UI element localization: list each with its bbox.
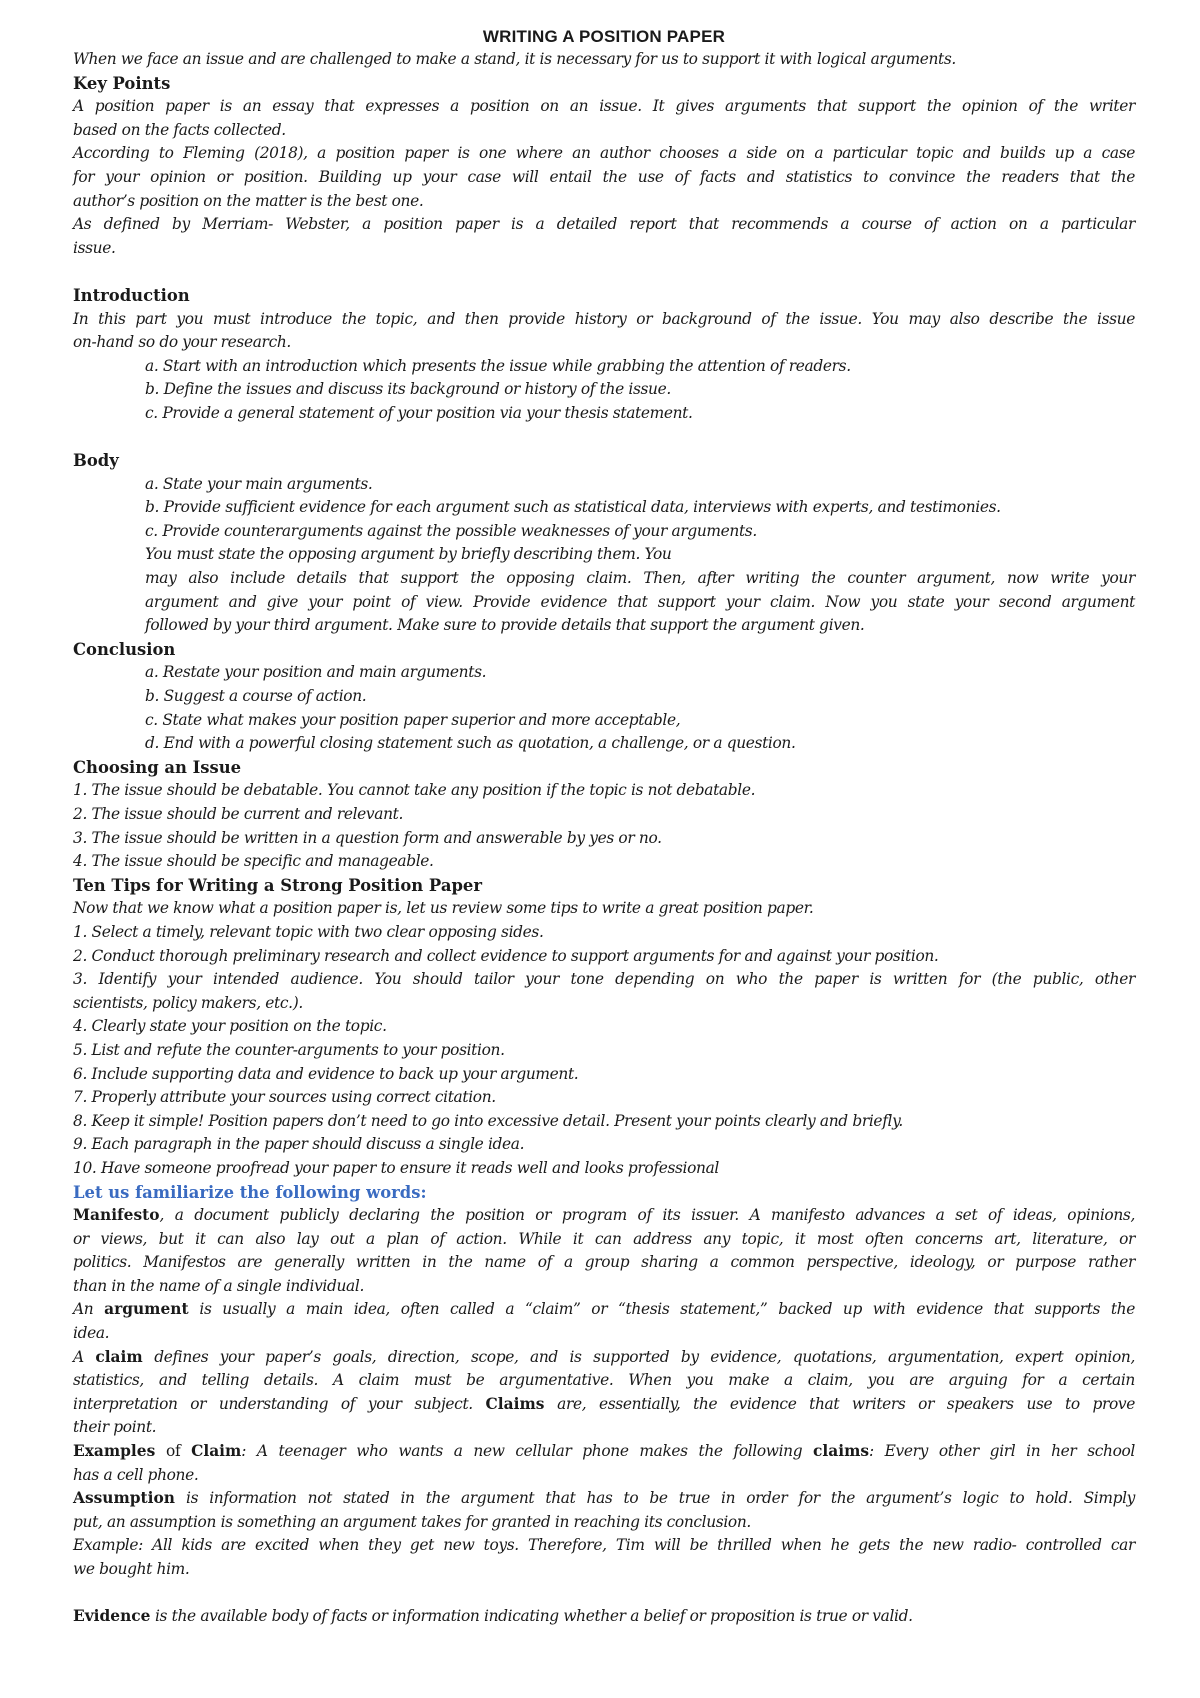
conclusion-item: c. State what makes your position paper superior and more acceptable, bbox=[145, 710, 681, 729]
definition-line: has a cell phone. bbox=[73, 1465, 199, 1484]
definition-text: : A teenager who wants a new cellular phone makes the following bbox=[241, 1442, 814, 1461]
definition-text: is information not stated in the argument that has to be true in order for the argument’s logic to hold. Simply bbox=[174, 1489, 1135, 1508]
definition-text: are, essentially, the evidence that writers or speakers use to prove bbox=[544, 1394, 1135, 1413]
definition-line: put, an assumption is something an argument takes for granted in reaching its conclusion. bbox=[73, 1512, 751, 1531]
definition-line bbox=[73, 1393, 1135, 1417]
conclusion-item: d. End with a powerful closing statement such as quotation, a challenge, or a question. bbox=[145, 734, 796, 753]
tips-item: 9. Each paragraph in the paper should discuss a single idea. bbox=[73, 1135, 525, 1154]
choosing-heading: Choosing an Issue bbox=[73, 757, 242, 777]
definition-line: we bought him. bbox=[73, 1560, 190, 1578]
definition-line: Example: All kids are excited when they get new toys. Therefore, Tim will be thrilled when he gets the new radio- controlled car bbox=[73, 1536, 1135, 1555]
spacer bbox=[73, 260, 1135, 284]
body-item: may also include details that support the opposing claim. Then, after writing the counter argument, now write your bbox=[145, 569, 1135, 588]
conclusion-item: a. Restate your position and main arguments. bbox=[145, 663, 487, 682]
term-claim: claim bbox=[95, 1347, 143, 1366]
body-item: c. Provide counterarguments against the possible weaknesses of your arguments. bbox=[145, 521, 757, 540]
introduction-line: on-hand so do your research. bbox=[73, 333, 291, 352]
definition-text: , a document publicly declaring the position or program of its issuer. A manifesto advances a set of ideas, opinions, bbox=[159, 1206, 1135, 1225]
body-item: You must state the opposing argument by briefly describing them. You bbox=[145, 545, 672, 564]
tips-intro: Now that we know what a position paper is, let us review some tips to write a great position paper. bbox=[73, 899, 814, 918]
tips-item: 6. Include supporting data and evidence to back up your argument. bbox=[73, 1064, 579, 1083]
examples-definition bbox=[73, 1440, 1135, 1464]
term-claims: Claims bbox=[485, 1394, 545, 1413]
definition-text: is usually a main idea, often called a “claim” or “thesis statement,” backed up with evidence that supports the bbox=[188, 1300, 1135, 1319]
term-claim: Claim bbox=[191, 1442, 242, 1461]
tips-item: 8. Keep it simple! Position papers don’t need to go into excessive detail. Present your points clearly and briefly. bbox=[73, 1111, 903, 1130]
definition-line: their point. bbox=[73, 1418, 157, 1437]
term-evidence: Evidence bbox=[73, 1607, 151, 1626]
words-heading: Let us familiarize the following words: bbox=[73, 1182, 427, 1202]
definition-text: of bbox=[155, 1442, 192, 1461]
body-item: b. Provide sufficient evidence for each argument such as statistical data, interviews with experts, and testimonies. bbox=[145, 498, 1001, 517]
term-assumption: Assumption bbox=[73, 1489, 175, 1508]
manifesto-definition bbox=[73, 1204, 1135, 1228]
tips-item: 2. Conduct thorough preliminary research and collect evidence to support arguments for and against your position. bbox=[73, 946, 939, 965]
definition-line: or views, but it can also lay out a plan of action. While it can address any topic, it most often concerns art, literature, or bbox=[73, 1229, 1135, 1248]
key-points-line: As defined by Merriam- Webster, a position paper is a detailed report that recommends a course of action on a particular bbox=[73, 215, 1135, 234]
tips-item: 5. List and refute the counter-arguments to your position. bbox=[73, 1040, 505, 1059]
definition-line: idea. bbox=[73, 1324, 110, 1343]
term-claims: claims bbox=[813, 1442, 870, 1461]
tips-item: 4. Clearly state your position on the topic. bbox=[73, 1017, 387, 1036]
introduction-item: c. Provide a general statement of your position via your thesis statement. bbox=[145, 403, 693, 422]
choosing-item: 4. The issue should be specific and manageable. bbox=[73, 852, 434, 871]
definition-text: is the available body of facts or information indicating whether a belief or proposition is true or valid. bbox=[150, 1607, 913, 1626]
term-argument: argument bbox=[104, 1300, 189, 1319]
choosing-item: 1. The issue should be debatable. You cannot take any position if the topic is not debatable. bbox=[73, 781, 756, 800]
introduction-heading: Introduction bbox=[73, 285, 190, 305]
definition-line: statistics, and telling details. A claim must be argumentative. When you make a claim, you are arguing for a certain bbox=[73, 1371, 1135, 1390]
intro-text: When we face an issue and are challenged to make a stand, it is necessary for us to support it with logical arguments. bbox=[73, 50, 956, 68]
key-points-line: issue. bbox=[73, 238, 116, 257]
definition-text: defines your paper’s goals, direction, scope, and is supported by evidence, quotations, argumentation, expert opinion, bbox=[142, 1347, 1135, 1366]
definition-text: interpretation or understanding of your subject. bbox=[73, 1394, 486, 1413]
term-manifesto: Manifesto bbox=[73, 1206, 160, 1225]
spacer bbox=[73, 426, 1135, 450]
definition-line: than in the name of a single individual. bbox=[73, 1276, 364, 1295]
key-points-heading: Key Points bbox=[73, 73, 171, 93]
choosing-item: 3. The issue should be written in a question form and answerable by yes or no. bbox=[73, 828, 662, 847]
body-item: argument and give your point of view. Provide evidence that support your claim. Now you state your second argument bbox=[145, 592, 1135, 611]
choosing-item: 2. The issue should be current and relevant. bbox=[73, 805, 404, 823]
definition-text: : Every other girl in her school bbox=[869, 1442, 1135, 1461]
conclusion-item: b. Suggest a course of action. bbox=[145, 687, 367, 706]
key-points-line: based on the facts collected. bbox=[73, 120, 286, 139]
key-points-line: According to Fleming (2018), a position paper is one where an author chooses a side on a particular topic and builds up a case bbox=[73, 144, 1135, 163]
tips-item: 10. Have someone proofread your paper to ensure it reads well and looks professional bbox=[73, 1158, 720, 1177]
tips-item: 1. Select a timely, relevant topic with two clear opposing sides. bbox=[73, 922, 544, 941]
tips-item: scientists, policy makers, etc.). bbox=[73, 993, 303, 1012]
conclusion-heading: Conclusion bbox=[73, 639, 176, 659]
body-item: followed by your third argument. Make sure to provide details that support the argument given. bbox=[145, 616, 865, 635]
definition-line: politics. Manifestos are generally written in the name of a group sharing a common perspective, ideology, or purpose rather bbox=[73, 1253, 1135, 1272]
tips-item: 3. Identify your intended audience. You should tailor your tone depending on who the paper is written for (the public, other bbox=[73, 970, 1135, 989]
definition-text: An bbox=[73, 1300, 105, 1319]
claim-definition bbox=[73, 1346, 1135, 1370]
body-item: a. State your main arguments. bbox=[145, 474, 373, 493]
argument-definition bbox=[73, 1298, 1135, 1322]
tips-item: 7. Properly attribute your sources using correct citation. bbox=[73, 1088, 496, 1107]
evidence-definition bbox=[73, 1605, 1135, 1629]
introduction-line: In this part you must introduce the topic, and then provide history or background of the issue. You may also describe the issue bbox=[73, 309, 1135, 328]
spacer bbox=[73, 1582, 1135, 1606]
key-points-line: A position paper is an essay that expresses a position on an issue. It gives arguments that support the opinion of the writer bbox=[73, 97, 1135, 116]
body-heading: Body bbox=[73, 451, 119, 471]
definition-text: A bbox=[73, 1347, 96, 1366]
introduction-item: b. Define the issues and discuss its background or history of the issue. bbox=[145, 380, 671, 399]
key-points-line: author’s position on the matter is the best one. bbox=[73, 191, 424, 210]
page-title: WRITING A POSITION PAPER bbox=[482, 27, 726, 46]
introduction-item: a. Start with an introduction which presents the issue while grabbing the attention of readers. bbox=[145, 356, 851, 375]
term-examples: Examples bbox=[73, 1442, 156, 1461]
tips-heading: Ten Tips for Writing a Strong Position Paper bbox=[73, 875, 482, 895]
document-page bbox=[73, 26, 1135, 1629]
assumption-definition bbox=[73, 1487, 1135, 1511]
key-points-line: for your opinion or position. Building up your case will entail the use of facts and statistics to convince the readers that the bbox=[73, 167, 1135, 186]
